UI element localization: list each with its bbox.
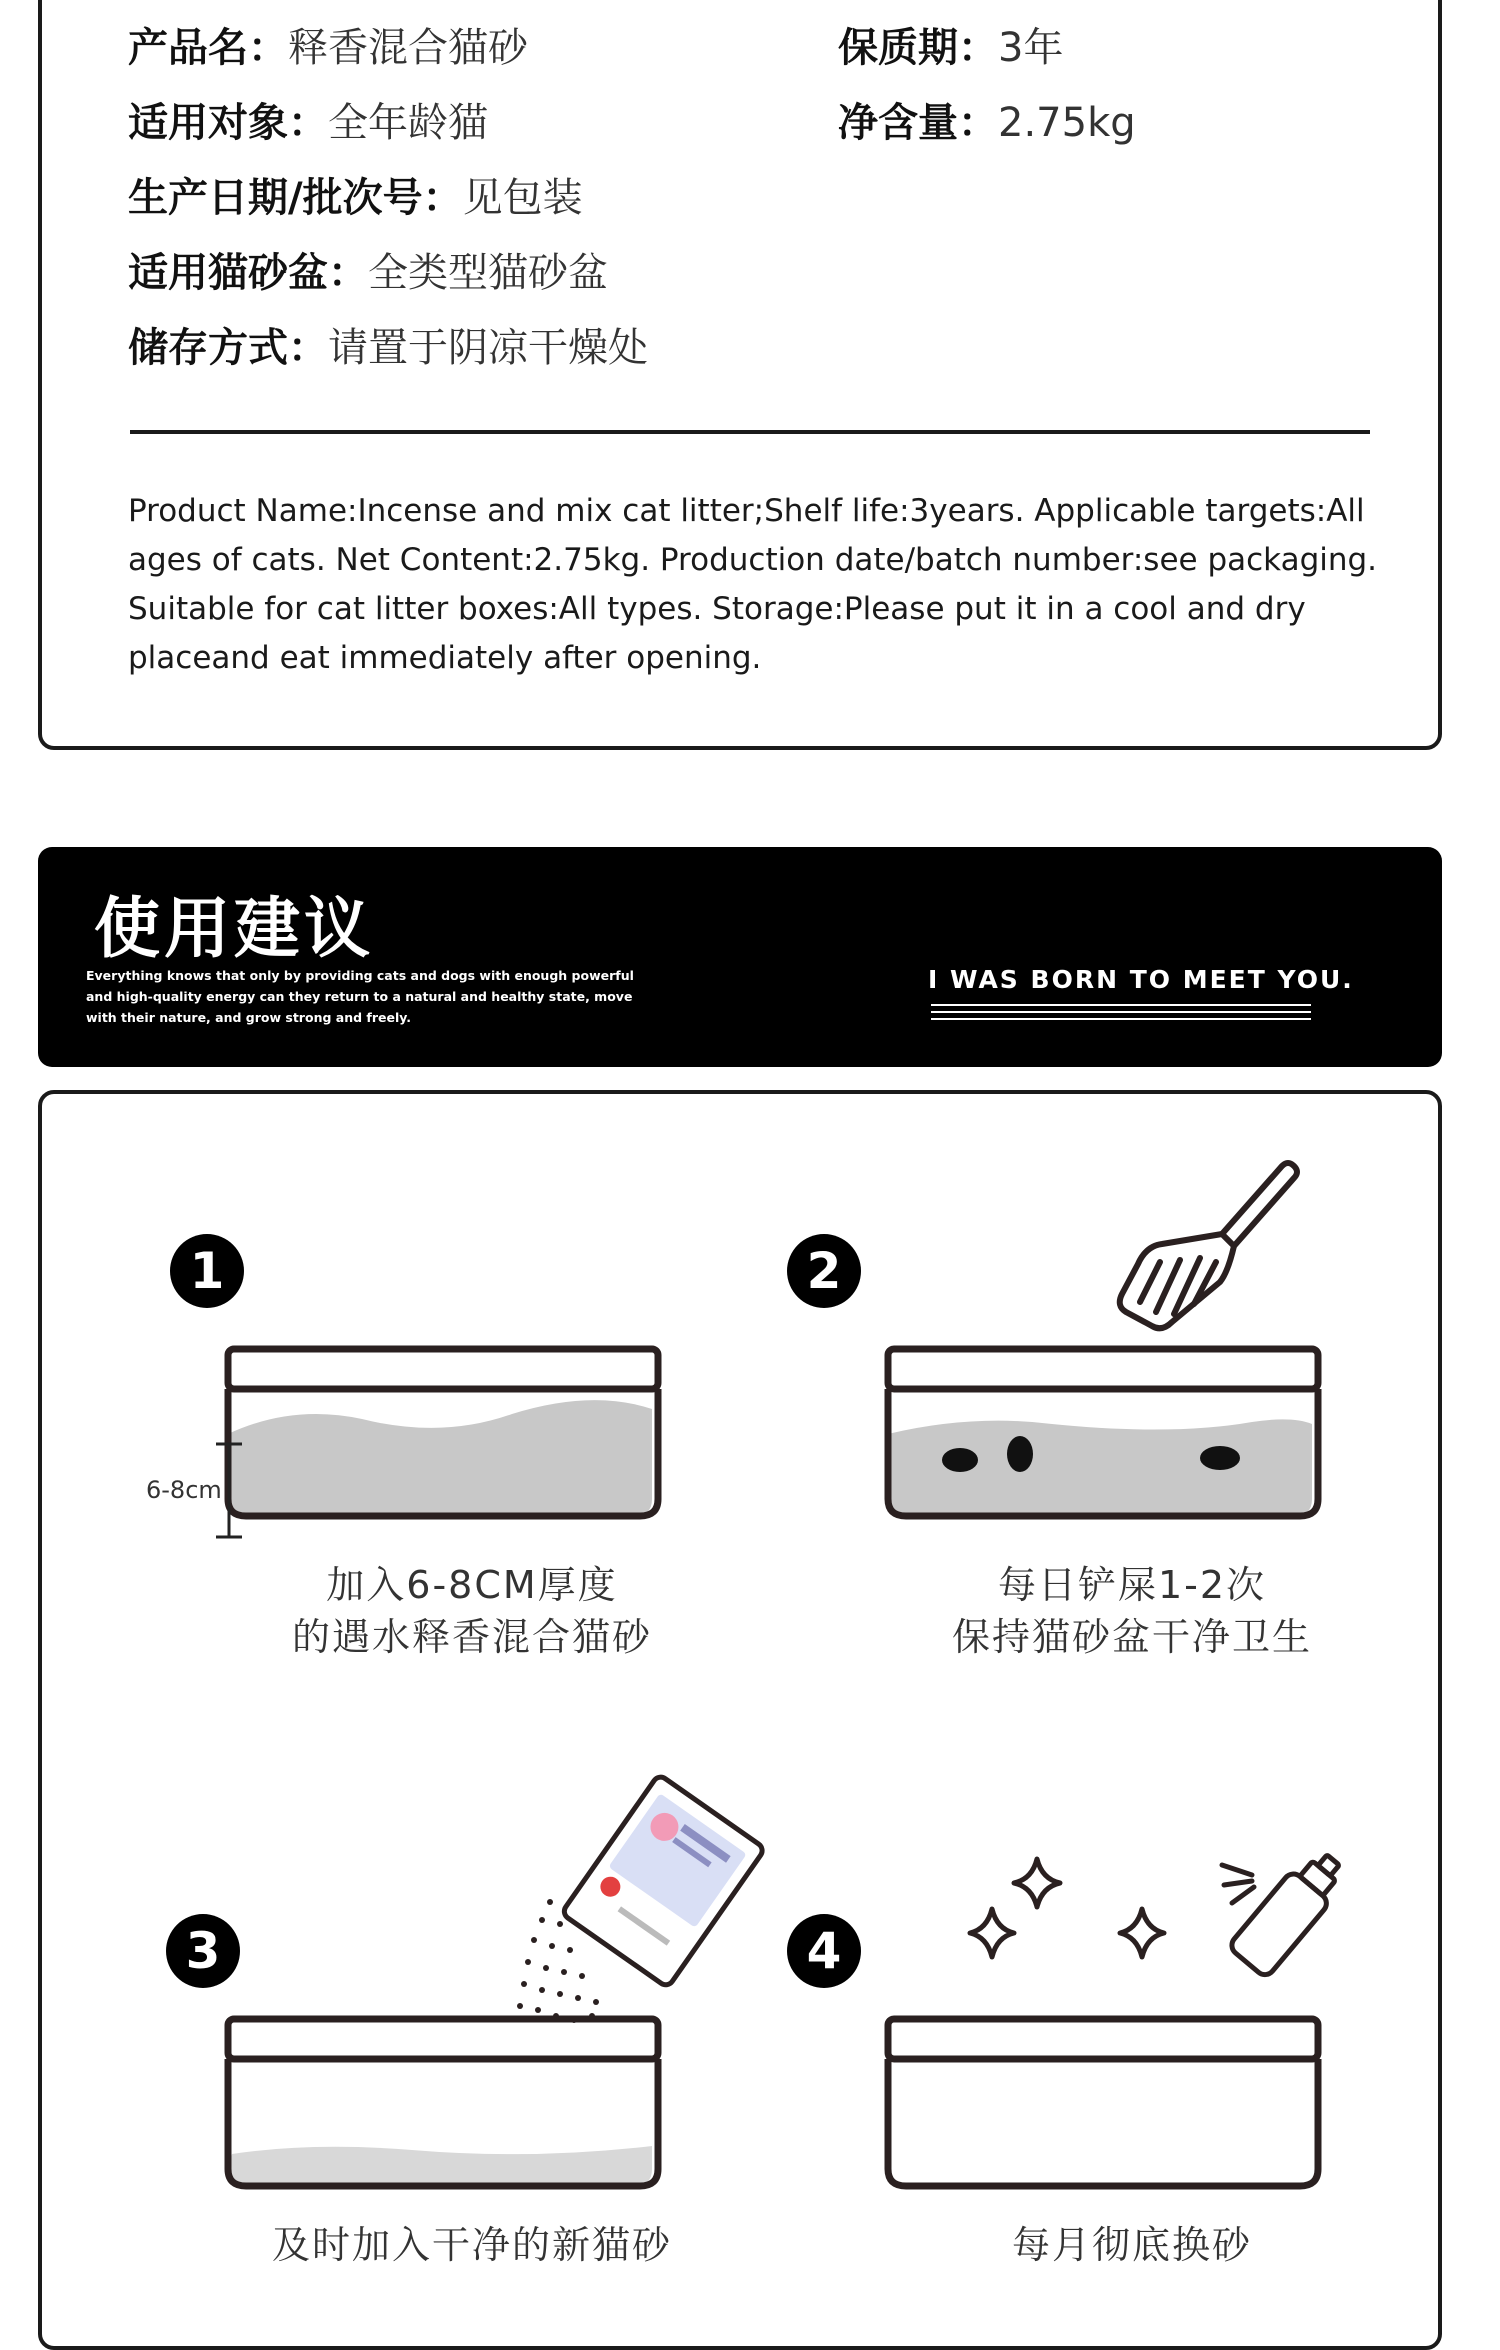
description-line: Everything knows that only by providing cats and dogs with enough powerful bbox=[86, 968, 634, 983]
slogan-underline bbox=[931, 1004, 1311, 1025]
step-2-caption bbox=[852, 1559, 1412, 1663]
caption-line: 加入6-8CM厚度 bbox=[326, 1563, 618, 1607]
usage-description bbox=[86, 965, 686, 1028]
spec-label: 储存方式： bbox=[128, 325, 328, 371]
spec-target bbox=[128, 91, 488, 148]
spray-bottle-sparkle-icon bbox=[942, 1839, 1372, 1999]
spec-english-text bbox=[128, 487, 1388, 683]
step-4-badge: 4 bbox=[787, 1914, 861, 1988]
spec-value: 见包装 bbox=[462, 175, 583, 221]
spec-label: 适用对象： bbox=[128, 100, 328, 146]
english-line: Suitable for cat litter boxes:All types. Storage:Please put it in a cool and dry bbox=[128, 591, 1306, 627]
spec-label: 生产日期/批次号： bbox=[128, 175, 463, 221]
spec-label: 适用猫砂盆： bbox=[128, 250, 368, 296]
scoop-icon bbox=[1102, 1154, 1302, 1334]
spec-value: 全年龄猫 bbox=[328, 100, 488, 146]
spec-production-date bbox=[128, 166, 583, 223]
step-4-caption bbox=[852, 2219, 1412, 2271]
spec-litter-box bbox=[128, 241, 608, 298]
usage-title: 使用建议 bbox=[94, 890, 374, 967]
spec-value: 请置于阴凉干燥处 bbox=[328, 325, 648, 371]
english-line: ages of cats. Net Content:2.75kg. Production date/batch number:see packaging. bbox=[128, 542, 1378, 578]
litter-box-filled-icon bbox=[212, 1344, 692, 1544]
spec-value: 全类型猫砂盆 bbox=[368, 250, 608, 296]
spec-label: 净含量： bbox=[838, 100, 998, 146]
spec-divider bbox=[130, 430, 1370, 434]
spec-value: 2.75kg bbox=[998, 100, 1136, 146]
step-1-caption bbox=[192, 1559, 752, 1663]
usage-slogan: I WAS BORN TO MEET YOU. bbox=[928, 965, 1354, 994]
spec-storage bbox=[128, 316, 648, 373]
caption-line: 及时加入干净的新猫砂 bbox=[271, 2223, 672, 2267]
spec-label: 保质期： bbox=[838, 25, 998, 71]
caption-line: 每日铲屎1-2次 bbox=[997, 1563, 1267, 1607]
spec-value: 3年 bbox=[998, 25, 1064, 71]
spec-value: 释香混合猫砂 bbox=[288, 25, 528, 71]
step-1-badge: 1 bbox=[170, 1234, 244, 1308]
step-3-badge: 3 bbox=[166, 1914, 240, 1988]
litter-box-empty-icon bbox=[212, 2014, 692, 2214]
litter-box-waste-icon bbox=[872, 1344, 1352, 1544]
caption-line: 保持猫砂盆干净卫生 bbox=[951, 1615, 1312, 1659]
english-line: Product Name:Incense and mix cat litter;Shelf life:3years. Applicable targets:All bbox=[128, 493, 1365, 529]
spec-product-name bbox=[128, 16, 528, 73]
usage-steps-card bbox=[38, 1090, 1442, 2350]
caption-line: 每月彻底换砂 bbox=[1011, 2223, 1252, 2267]
step-3-caption bbox=[192, 2219, 752, 2271]
product-spec-card bbox=[38, 0, 1442, 750]
usage-banner bbox=[38, 847, 1442, 1067]
caption-line: 的遇水释香混合猫砂 bbox=[291, 1615, 652, 1659]
english-line: placeand eat immediately after opening. bbox=[128, 640, 762, 676]
litter-box-clean-icon bbox=[872, 2014, 1352, 2214]
description-line: and high-quality energy can they return to a natural and healthy state, move bbox=[86, 989, 633, 1004]
step-2-badge: 2 bbox=[787, 1234, 861, 1308]
depth-label: 6-8cm bbox=[146, 1476, 222, 1504]
spec-shelf-life bbox=[838, 16, 1063, 73]
spec-label: 产品名： bbox=[128, 25, 288, 71]
litter-bag-pouring-icon bbox=[502, 1754, 782, 2054]
spec-net-content bbox=[838, 91, 1136, 148]
description-line: with their nature, and grow strong and freely. bbox=[86, 1010, 411, 1025]
